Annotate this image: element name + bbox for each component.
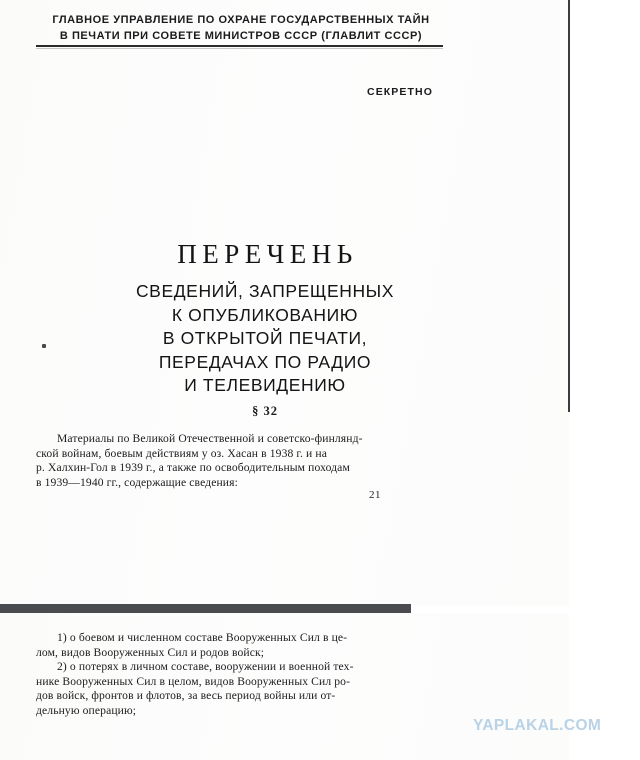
section-number-marker: § 32 [252,404,278,418]
intro-line-1: Материалы по Великой Отечественной и советско-финлянд- [57,432,363,445]
subtitle-line-2: К ОПУБЛИКОВАНИЮ [171,304,359,325]
list-item [36,631,396,660]
secrecy-classification-stamp: СЕКРЕТНО [367,86,433,98]
prohibited-items-list [36,631,396,719]
item-1-line-1: 1) о боевом и численном составе Вооруженных Сил в це- [57,631,348,644]
header-line-1: ГЛАВНОЕ УПРАВЛЕНИЕ ПО ОХРАНЕ ГОСУДАРСТВЕННЫХ ТАЙН [52,14,430,26]
item-1-line-2: лом, видов Вооруженных Сил и родов войск; [36,645,265,659]
item-2-line-3: дов войск, фронтов и флотов, за весь период войны или от- [36,689,336,703]
page-subtitle [65,280,465,398]
page-number: 21 [369,489,381,501]
subtitle-line-3: В ОТКРЫТОЙ ПЕЧАТИ, [162,328,368,348]
list-item [36,660,396,718]
page-title: ПЕРЕЧЕНЬ [177,239,358,269]
subtitle-line-4: ПЕРЕДАЧАХ ПО РАДИО [158,351,372,372]
item-2-line-2: нике Вооруженных Сил в целом, видов Вооруженных Сил ро- [36,674,351,688]
subtitle-line-1: СВЕДЕНИЙ, ЗАПРЕЩЕННЫХ [135,281,395,301]
title-block [65,238,465,398]
header-line-2: В ПЕЧАТИ ПРИ СОВЕТЕ МИНИСТРОВ СССР (ГЛАВЛИТ СССР) [59,30,423,42]
intro-line-4: в 1939—1940 гг., содержащие сведения: [36,475,238,489]
header-underline-rule [36,45,443,47]
right-margin-area [569,0,640,760]
scan-artifact-speck [42,344,46,348]
intro-line-3: р. Халхин-Гол в 1939 г., а также по освободительным походам [36,461,350,475]
intro-paragraph [36,432,394,490]
horizontal-separator-band [0,604,411,613]
intro-line-2: ской войнам, боевым действиям у оз. Хасан в 1938 г. и на [36,446,327,460]
vertical-gutter-rule [568,0,570,412]
subtitle-line-5: И ТЕЛЕВИДЕНИЮ [184,375,346,395]
item-2-line-1: 2) о потерях в личном составе, вооружении и военной тех- [57,660,354,674]
item-2-line-4: дельную операцию; [36,703,137,717]
issuing-authority-header [36,12,446,44]
site-watermark: YAPLAKAL.COM [473,717,602,734]
